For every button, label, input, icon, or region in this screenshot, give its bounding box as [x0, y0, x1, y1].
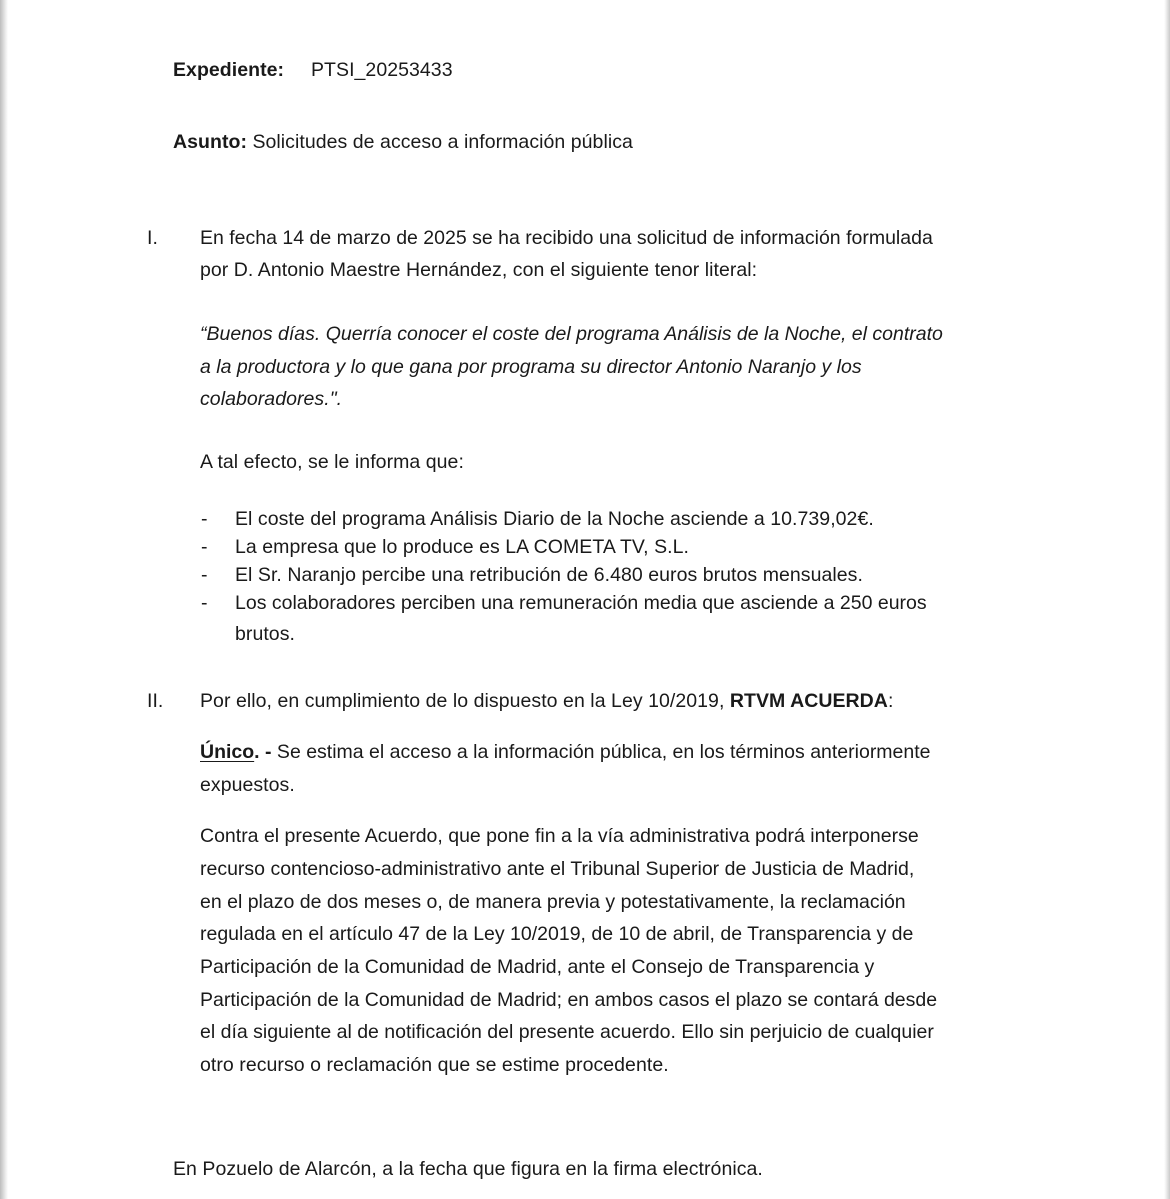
section-1-numeral: I.	[147, 227, 158, 249]
bullet-dash: -	[201, 536, 208, 558]
section-1-intro-line1: En fecha 14 de marzo de 2025 se ha recibido una solicitud de información formulada	[200, 227, 933, 249]
section-2-numeral: II.	[147, 690, 164, 712]
section-2-line	[200, 685, 893, 718]
recurso-line: regulada en el artículo 47 de la Ley 10/2019, de 10 de abril, de Transparencia y de	[200, 923, 914, 945]
asunto-value: Solicitudes de acceso a información pública	[252, 131, 633, 153]
bullet-item-director: El Sr. Naranjo percibe una retribución de 6.480 euros brutos mensuales.	[235, 564, 863, 586]
recurso-line: Participación de la Comunidad de Madrid; en ambos casos el plazo se contará desde	[200, 989, 938, 1011]
section-2-line-suffix: :	[887, 690, 894, 712]
quote-line2: a la productora y lo que gana por programa su director Antonio Naranjo y los	[200, 356, 862, 378]
quote-line1: “Buenos días. Querría conocer el coste del programa Análisis de la Noche, el contrato	[200, 323, 943, 345]
page-edge-left	[0, 0, 8, 1199]
effect-text: A tal efecto, se le informa que:	[200, 451, 464, 473]
bullet-dash: -	[201, 592, 208, 614]
recurso-line: recurso contencioso-administrativo ante el Tribunal Superior de Justicia de Madrid,	[200, 858, 915, 880]
section-2-line-prefix: Por ello, en cumplimiento de lo dispuesto en la Ley 10/2019,	[200, 690, 730, 712]
expediente-label: Expediente:	[173, 59, 285, 81]
asunto-line	[173, 126, 633, 159]
bullet-dash: -	[201, 508, 208, 530]
recurso-line: en el plazo de dos meses o, de manera previa y potestativamente, la reclamación	[200, 891, 906, 913]
bullet-item-company: La empresa que lo produce es LA COMETA TV, S.L.	[235, 536, 689, 558]
bullet-item-cost: El coste del programa Análisis Diario de la Noche asciende a 10.739,02€.	[235, 508, 874, 530]
unico-line1	[200, 736, 997, 769]
bullet-item-collaborators-cont: brutos.	[235, 623, 295, 645]
section-1-intro-line2: por D. Antonio Maestre Hernández, con el siguiente tenor literal:	[200, 259, 758, 281]
closing-text: En Pozuelo de Alarcón, a la fecha que figura en la firma electrónica.	[173, 1158, 763, 1180]
recurso-line: el día siguiente al de notificación del presente acuerdo. Ello sin perjuicio de cualquier	[200, 1021, 934, 1043]
unico-label: Único	[200, 741, 255, 763]
recurso-line: Contra el presente Acuerdo, que pone fin a la vía administrativa podrá interponerse	[200, 825, 919, 847]
unico-separator: . -	[254, 741, 272, 763]
page-edge-right	[1164, 0, 1170, 1199]
recurso-line: otro recurso o reclamación que se estime procedente.	[200, 1054, 669, 1076]
recurso-line: Participación de la Comunidad de Madrid, ante el Consejo de Transparencia y	[200, 956, 875, 978]
expediente-value: PTSI_20253433	[311, 59, 453, 81]
bullet-dash: -	[201, 564, 208, 586]
bullet-item-collaborators: Los colaboradores perciben una remuneración media que asciende a 250 euros	[235, 592, 927, 614]
unico-text: Se estima el acceso a la información pública, en los términos anteriormente	[271, 741, 931, 763]
unico-line2: expuestos.	[200, 774, 295, 796]
rtvm-acuerda: RTVM ACUERDA	[729, 690, 888, 712]
asunto-label: Asunto:	[173, 131, 247, 153]
quote-line3: colaboradores.".	[200, 388, 343, 410]
